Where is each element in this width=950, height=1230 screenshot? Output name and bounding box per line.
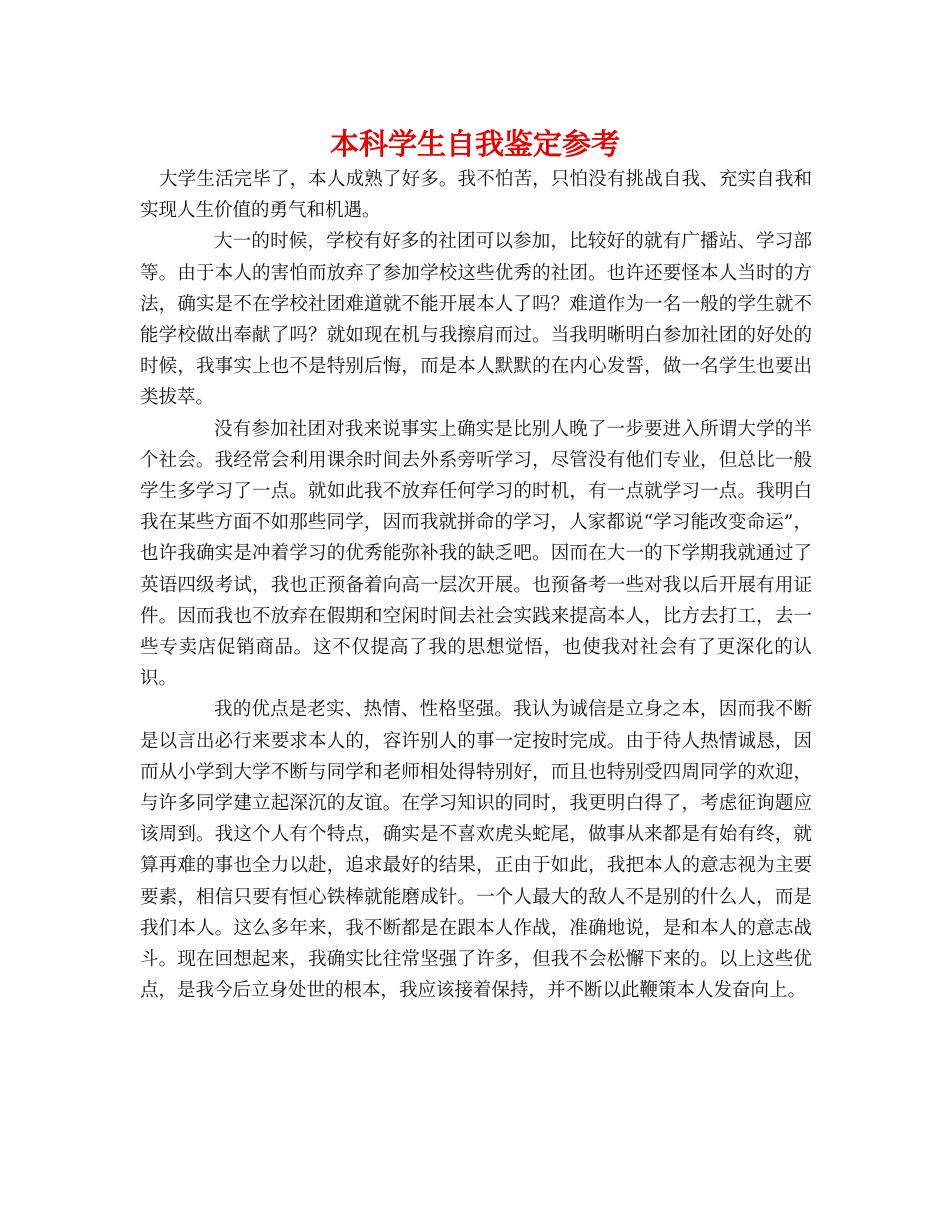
paragraph-intro: 大学生活完毕了，本人成熟了好多。我不怕苦，只怕没有挑战自我、充实自我和实现人生价值的勇气和机遇。	[140, 169, 812, 222]
document-body	[140, 164, 812, 1006]
paragraph-strengths: 我的优点是老实、热情、性格坚强。我认为诚信是立身之本，因而我不断是以言出必行来要求本人的，容许别人的事一定按时完成。由于待人热情诚恳，因而从小学到大学不断与同学和老师相处得特别好，而且也特别受四周同学的欢迎，与许多同学建立起深沉的友谊。在学习知识的同时，我更明白得了，考虑征询题应该周到。我这个人有个特点，确实是不喜欢虎头蛇尾，做事从来都是有始有终，就算再难的事也全力以赴，追求最好的结果，正由于如此，我把本人的意志视为主要要素，相信只要有恒心铁棒就能磨成针。一个人最大的敌人不是别的什么人，而是我们本人。这么多年来，我不断都是在跟本人作战，准确地说，是和本人的意志战斗。现在回想起来，我确实比往常坚强了许多，但我不会松懈下来的。以上这些优点，是我今后立身处世的根本，我应该接着保持，并不断以此鞭策本人发奋向上。	[140, 699, 812, 1002]
paragraph-clubs: 大一的时候，学校有好多的社团可以参加，比较好的就有广播站、学习部等。由于本人的害怕而放弃了参加学校这些优秀的社团。也许还要怪本人当时的方法，确实是不在学校社团难道就不能开展本人了吗？难道作为一名一般的学生就不能学校做出奉献了吗？就如现在机与我擦肩而过。当我明晰明白参加社团的好处的时候，我事实上也不是特别后悔，而是本人默默的在内心发誓，做一名学生也要出类拔萃。	[140, 231, 812, 409]
paragraph-study: 没有参加社团对我来说事实上确实是比别人晚了一步要进入所谓大学的半个社会。我经常会利用课余时间去外系旁听学习，尽管没有他们专业，但总比一般学生多学习了一点。就如此我不放弃任何学习的时机，有一点就学习一点。我明白我在某些方面不如那些同学，因而我就拼命的学习，人家都说“学习能改变命运”，也许我确实是冲着学习的优秀能弥补我的缺乏吧。因而在大一的下学期我就通过了英语四级考试，我也正预备着向高一层次开展。也预备考一些对我以后开展有用证件。因而我也不放弃在假期和空闲时间去社会实践来提高本人，比方去打工，去一些专卖店促销商品。这不仅提高了我的思想觉悟，也使我对社会有了更深化的认识。	[140, 418, 812, 690]
document-title: 本科学生自我鉴定参考	[329, 127, 620, 161]
